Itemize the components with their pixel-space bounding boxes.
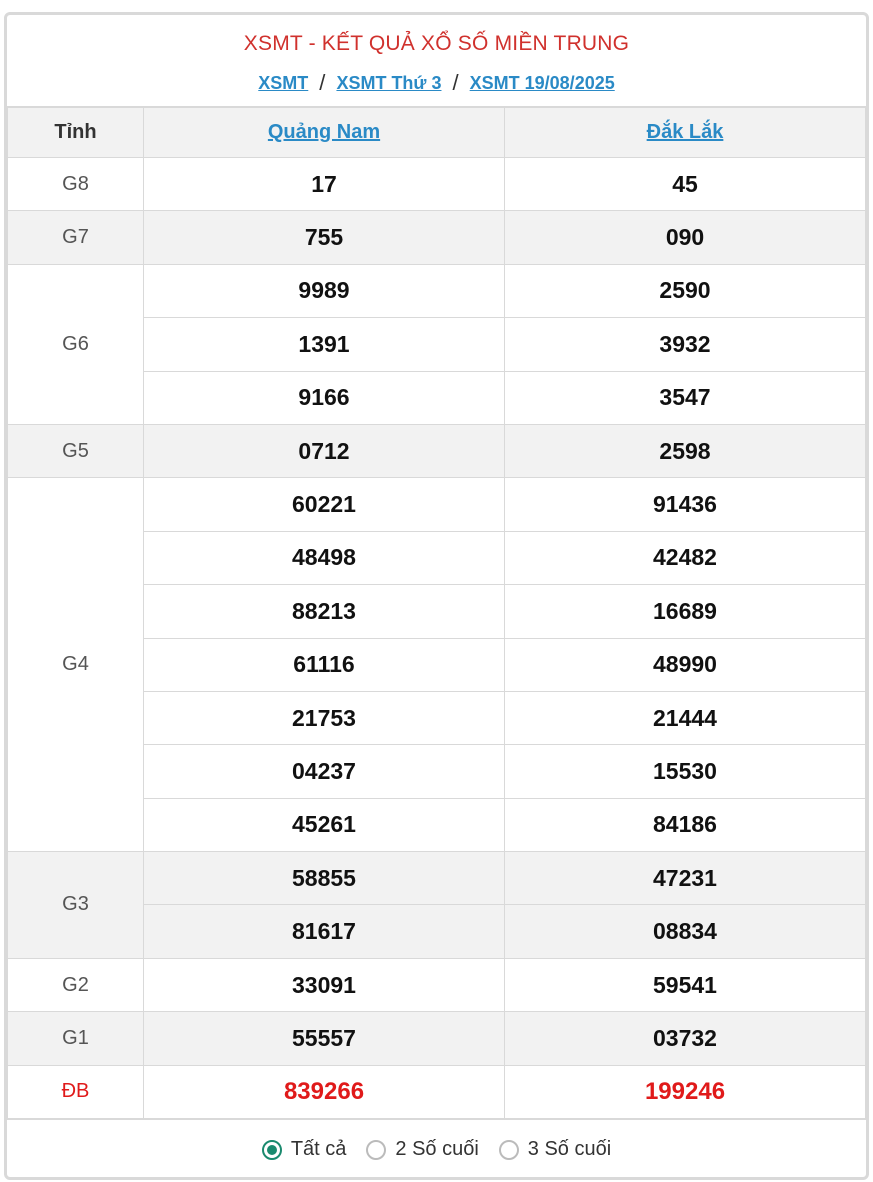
- prize-label: G7: [8, 211, 144, 264]
- results-panel: [4, 12, 869, 1180]
- prize-label: G6: [8, 264, 144, 424]
- breadcrumb-separator: /: [319, 70, 326, 95]
- prize-number: 090: [505, 211, 866, 264]
- prize-number: 199246: [505, 1065, 866, 1118]
- table-row: [8, 1065, 866, 1118]
- prize-number: 3547: [505, 371, 866, 424]
- prize-label: G1: [8, 1012, 144, 1065]
- column-header-dak-lak: [505, 108, 866, 158]
- prize-number: 2590: [505, 264, 866, 317]
- prize-number: 1391: [144, 318, 505, 371]
- province-link-dak-lak[interactable]: Đắk Lắk: [646, 121, 724, 143]
- table-row: [8, 424, 866, 477]
- results-table: [7, 107, 866, 1119]
- prize-number: 48990: [505, 638, 866, 691]
- table-row: [8, 1012, 866, 1065]
- filter-option-label: Tất cả: [290, 1138, 347, 1161]
- results-header: [7, 15, 866, 107]
- prize-label: ĐB: [8, 1065, 144, 1118]
- breadcrumb-link-xsmt[interactable]: XSMT: [258, 73, 309, 93]
- digit-filter: [7, 1119, 866, 1179]
- breadcrumb: [7, 69, 866, 95]
- prize-label: G5: [8, 424, 144, 477]
- prize-number: 48498: [144, 531, 505, 584]
- prize-number: 91436: [505, 478, 866, 531]
- page-title: XSMT - KẾT QUẢ XỔ SỐ MIỀN TRUNG: [243, 32, 630, 55]
- prize-number: 9166: [144, 371, 505, 424]
- prize-number: 755: [144, 211, 505, 264]
- prize-number: 839266: [144, 1065, 505, 1118]
- prize-number: 88213: [144, 585, 505, 638]
- table-row: [8, 958, 866, 1011]
- filter-option-label: 2 Số cuối: [395, 1138, 479, 1161]
- prize-number: 21753: [144, 691, 505, 744]
- prize-number: 15530: [505, 745, 866, 798]
- prize-number: 45: [505, 158, 866, 211]
- column-header-quang-nam: [144, 108, 505, 158]
- prize-number: 59541: [505, 958, 866, 1011]
- prize-number: 45261: [144, 798, 505, 851]
- breadcrumb-link-weekday[interactable]: XSMT Thứ 3: [336, 73, 442, 93]
- radio-selected-icon[interactable]: [262, 1140, 282, 1160]
- prize-number: 21444: [505, 691, 866, 744]
- filter-option-label: 3 Số cuối: [527, 1138, 612, 1161]
- prize-number: 47231: [505, 852, 866, 905]
- prize-label: G3: [8, 852, 144, 959]
- filter-option-last-3[interactable]: [499, 1138, 611, 1161]
- table-row: [8, 852, 866, 905]
- prize-number: 58855: [144, 852, 505, 905]
- prize-number: 0712: [144, 424, 505, 477]
- prize-number: 17: [144, 158, 505, 211]
- filter-option-last-2[interactable]: [366, 1138, 478, 1161]
- table-header-row: [8, 108, 866, 158]
- filter-option-all[interactable]: [262, 1138, 347, 1161]
- radio-icon[interactable]: [366, 1140, 386, 1160]
- prize-number: 3932: [505, 318, 866, 371]
- prize-number: 42482: [505, 531, 866, 584]
- prize-number: 04237: [144, 745, 505, 798]
- prize-label: G4: [8, 478, 144, 852]
- prize-number: 9989: [144, 264, 505, 317]
- radio-icon[interactable]: [499, 1140, 519, 1160]
- prize-number: 08834: [505, 905, 866, 958]
- prize-number: 55557: [144, 1012, 505, 1065]
- prize-number: 2598: [505, 424, 866, 477]
- table-row: [8, 158, 866, 211]
- prize-number: 16689: [505, 585, 866, 638]
- breadcrumb-separator: /: [452, 70, 459, 95]
- prize-label: G8: [8, 158, 144, 211]
- prize-number: 81617: [144, 905, 505, 958]
- prize-number: 84186: [505, 798, 866, 851]
- prize-number: 33091: [144, 958, 505, 1011]
- table-row: [8, 264, 866, 317]
- table-row: [8, 478, 866, 531]
- prize-number: 61116: [144, 638, 505, 691]
- prize-label: G2: [8, 958, 144, 1011]
- breadcrumb-link-date[interactable]: XSMT 19/08/2025: [469, 73, 615, 93]
- prize-number: 60221: [144, 478, 505, 531]
- column-header-province: Tỉnh: [8, 108, 144, 158]
- province-link-quang-nam[interactable]: Quảng Nam: [267, 121, 381, 143]
- prize-number: 03732: [505, 1012, 866, 1065]
- table-row: [8, 211, 866, 264]
